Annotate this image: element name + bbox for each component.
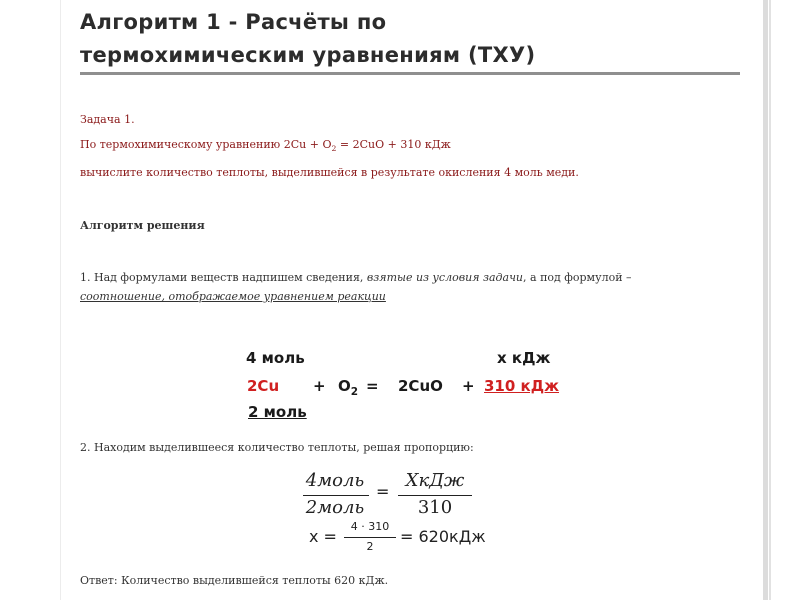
calc-x-label: x =	[309, 527, 337, 546]
equation-equals: =	[366, 377, 379, 395]
algorithm-heading: Алгоритм решения	[80, 219, 205, 232]
equation-heat: 310 кДж	[484, 377, 559, 395]
task-line-1-subscript: 2	[331, 144, 337, 154]
equation-o2	[338, 377, 358, 398]
task-line-1-prefix: По термохимическому уравнению 2Cu + O	[80, 138, 332, 151]
step-1-part-a: 1. Над формулами веществ надпишем сведения,	[80, 271, 367, 284]
equation-cuo: 2CuO	[398, 377, 443, 395]
step-1-part-b: взятые из условия задачи	[366, 271, 524, 284]
calc-numerator: 4 · 310	[350, 520, 390, 533]
calc-result: = 620кДж	[400, 527, 486, 546]
page-edge-shadow	[763, 0, 768, 600]
calc-denominator: 2	[366, 540, 374, 553]
answer-text: Ответ: Количество выделившейся теплоты 620 кДж.	[80, 574, 389, 587]
equation-o2-subscript: 2	[350, 386, 359, 398]
page-title	[80, 6, 740, 72]
equation-plus-2: +	[462, 377, 475, 395]
step-1-line-1	[80, 271, 632, 284]
step-1-part-c: , а под формулой –	[523, 271, 632, 284]
proportion-right-fraction-bar	[398, 495, 472, 496]
equation-above-cu: 4 моль	[246, 349, 305, 367]
step-1-line-2: соотношение, отображаемое уравнением реакции	[80, 290, 386, 303]
title-divider	[80, 72, 740, 75]
title-line-1: Алгоритм 1 - Расчёты по	[80, 10, 387, 34]
task-line-1	[80, 138, 451, 153]
equation-above-heat: x кДж	[497, 349, 551, 367]
equation-below-cu: 2 моль	[248, 403, 307, 421]
title-line-2: термохимическим уравнениям (ТХУ)	[80, 43, 536, 67]
proportion-left-numerator: 4моль	[305, 470, 365, 491]
proportion-right-numerator: XкДж	[405, 470, 465, 491]
equation-o2-symbol: O	[338, 377, 351, 395]
calc-fraction-bar	[344, 537, 396, 538]
task-line-2: вычислите количество теплоты, выделившейся в результате окисления 4 моль меди.	[80, 166, 579, 179]
equation-cu: 2Cu	[247, 377, 280, 395]
step-2-text: 2. Находим выделившееся количество теплоты, решая пропорцию:	[80, 441, 474, 454]
task-heading: Задача 1.	[80, 113, 135, 126]
proportion-right-denominator: 310	[417, 497, 453, 518]
equation-plus-1: +	[313, 377, 326, 395]
proportion-left-fraction-bar	[303, 495, 369, 496]
proportion-left-denominator: 2моль	[305, 497, 365, 518]
proportion-equals: =	[376, 482, 390, 501]
task-line-1-suffix: = 2CuO + 310 кДж	[336, 138, 451, 151]
